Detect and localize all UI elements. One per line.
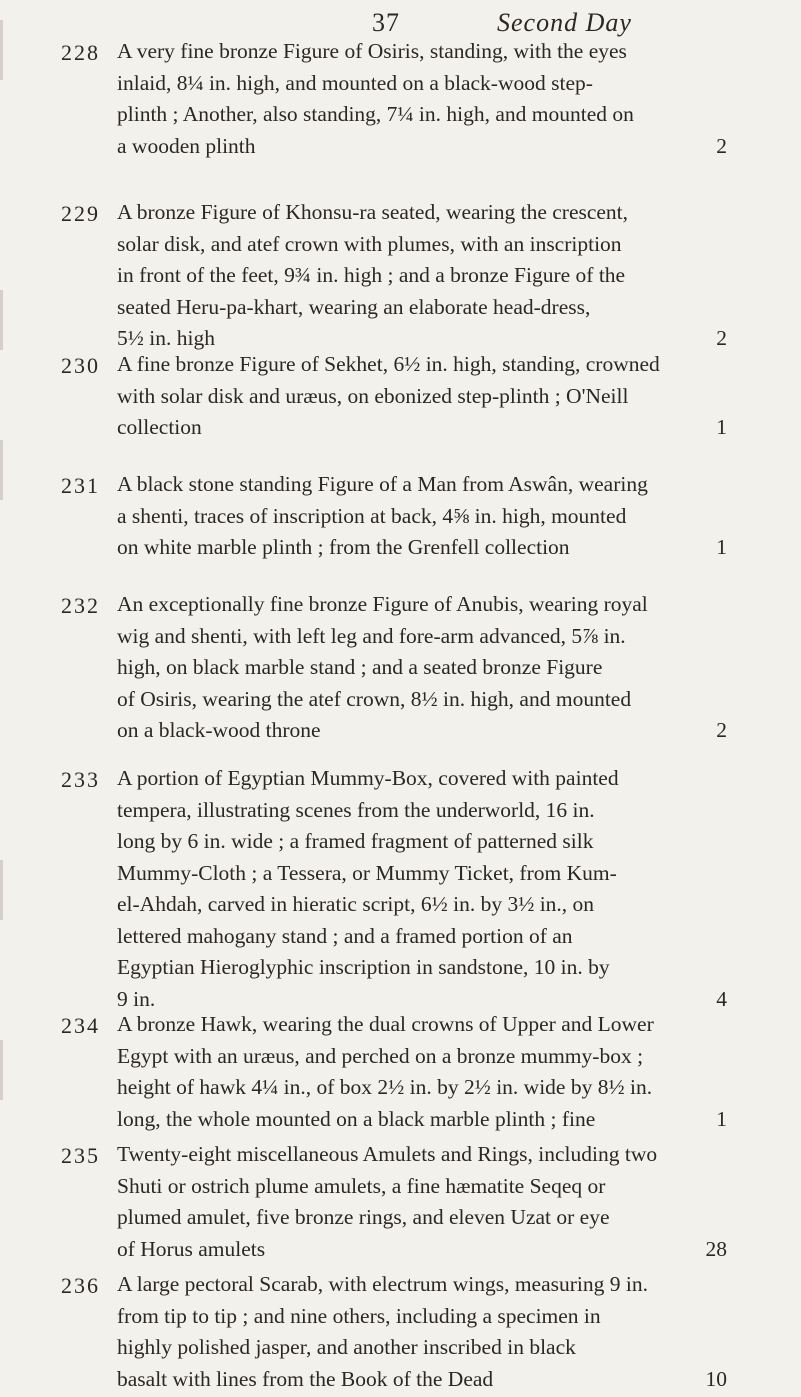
description-line: [117, 381, 727, 413]
description-line: [117, 532, 727, 564]
description-line-text: A bronze Hawk, wearing the dual crowns of Upper and Lower: [117, 1012, 654, 1036]
description-line: [117, 36, 727, 68]
description-line-text: wig and shenti, with left leg and fore-arm advanced, 5⅞ in.: [117, 623, 626, 648]
lot-description: [117, 1269, 727, 1395]
description-line-text: with solar disk and uræus, on ebonized step-plinth ; O'Neill: [117, 383, 629, 408]
description-line: [117, 1139, 727, 1171]
description-line-text: A bronze Figure of Khonsu-ra seated, wearing the crescent,: [117, 200, 629, 224]
description-line-text: solar disk, and atef crown with plumes, with an inscription: [117, 231, 622, 256]
description-line: [117, 621, 727, 653]
description-line: [117, 1041, 727, 1073]
description-line: [117, 952, 727, 984]
description-line-text: of Osiris, wearing the atef crown, 8½ in. high, and mounted: [117, 686, 632, 711]
description-line-text: basalt with lines from the Book of the Dead: [117, 1366, 494, 1391]
lot-quantity: 10: [705, 1366, 727, 1391]
description-line-text: on white marble plinth ; from the Grenfell collection: [117, 535, 570, 559]
description-line-text: a shenti, traces of inscription at back, 4⅝ in. high, mounted: [117, 503, 627, 528]
description-line: [117, 684, 727, 716]
description-line-text: long by 6 in. wide ; a framed fragment of patterned silk: [117, 829, 594, 853]
description-line-text: Egyptian Hieroglyphic inscription in sandstone, 10 in. by: [117, 955, 610, 979]
description-line-text: Shuti or ostrich plume amulets, a fine hæmatite Seqeq or: [117, 1173, 606, 1198]
lot-quantity: 1: [716, 1106, 727, 1131]
lot-number: 230: [61, 353, 100, 378]
description-line: [117, 1332, 727, 1364]
description-line-text: long, the whole mounted on a black marble plinth ; fine: [117, 1106, 596, 1131]
description-line: [117, 469, 727, 501]
description-line-text: el-Ahdah, carved in hieratic script, 6½ in. by 3½ in., on: [117, 892, 595, 916]
description-line-text: Mummy-Cloth ; a Tessera, or Mummy Ticket, from Kum-: [117, 860, 617, 885]
description-line: [117, 99, 727, 131]
day-title: Second Day: [497, 8, 632, 37]
description-line: [117, 68, 727, 100]
description-line-text: plumed amulet, five bronze rings, and eleven Uzat or eye: [117, 1205, 610, 1229]
lot-description: [117, 589, 727, 747]
description-line: [117, 1072, 727, 1104]
description-line: [117, 858, 727, 890]
lot-quantity: 2: [716, 718, 727, 742]
lot-number: 235: [61, 1143, 100, 1168]
lot-description: [117, 1139, 727, 1265]
lot-number: 228: [61, 40, 100, 65]
description-line-text: tempera, illustrating scenes from the underworld, 16 in.: [117, 797, 595, 822]
description-line: [117, 1269, 727, 1301]
description-line-text: An exceptionally fine bronze Figure of Anubis, wearing royal: [117, 592, 648, 616]
lot-number: 234: [61, 1013, 100, 1038]
lot-description: [117, 1009, 727, 1135]
description-line: [117, 260, 727, 292]
description-line: [117, 1009, 727, 1041]
binding-edge-mark: [0, 1040, 43, 1100]
lot-description: [117, 469, 727, 564]
description-line-text: height of hawk 4¼ in., of box 2½ in. by 2½ in. wide by 8½ in.: [117, 1075, 653, 1099]
description-line: [117, 826, 727, 858]
description-line-text: in front of the feet, 9¾ in. high ; and a bronze Figure of the: [117, 263, 626, 287]
binding-edge-mark: [0, 860, 43, 920]
description-line: [117, 292, 727, 324]
description-line-text: A portion of Egyptian Mummy-Box, covered with painted: [117, 766, 619, 790]
lot-quantity: 1: [716, 415, 727, 439]
description-line-text: A fine bronze Figure of Sekhet, 6½ in. high, standing, crowned: [117, 352, 660, 376]
description-line: [117, 501, 727, 533]
lot-quantity: 1: [716, 535, 727, 559]
lot-number: 231: [61, 473, 100, 498]
lot-number: 233: [61, 767, 100, 792]
description-line: [117, 1171, 727, 1203]
description-line-text: on a black-wood throne: [117, 718, 321, 742]
description-line: [117, 1364, 727, 1396]
description-line-text: inlaid, 8¼ in. high, and mounted on a black-wood step-: [117, 70, 593, 95]
description-line-text: A large pectoral Scarab, with electrum wings, measuring 9 in.: [117, 1272, 648, 1296]
lot-description: [117, 349, 727, 444]
binding-edge-mark: [0, 20, 43, 80]
binding-edge-mark: [0, 440, 43, 500]
description-line-text: lettered mahogany stand ; and a framed portion of an: [117, 923, 573, 948]
description-line-text: 5½ in. high: [117, 326, 215, 350]
description-line-text: A black stone standing Figure of a Man from Aswân, wearing: [117, 472, 648, 496]
lot-number: 229: [61, 201, 100, 226]
description-line-text: of Horus amulets: [117, 1236, 266, 1261]
description-line: [117, 197, 727, 229]
description-line-text: Egypt with an uræus, and perched on a bronze mummy-box ;: [117, 1043, 644, 1068]
lot-quantity: 2: [716, 133, 727, 158]
lot-description: [117, 763, 727, 1015]
lot-number: 236: [61, 1273, 100, 1298]
description-line: [117, 412, 727, 444]
description-line: [117, 1202, 727, 1234]
lot-description: [117, 197, 727, 355]
description-line-text: from tip to tip ; and nine others, including a specimen in: [117, 1303, 601, 1328]
description-line: [117, 1234, 727, 1266]
description-line: [117, 652, 727, 684]
lot-number: 232: [61, 593, 100, 618]
description-line: [117, 1301, 727, 1333]
description-line-text: A very fine bronze Figure of Osiris, standing, with the eyes: [117, 39, 627, 63]
description-line-text: highly polished jasper, and another inscribed in black: [117, 1335, 576, 1359]
description-line: [117, 763, 727, 795]
description-line-text: high, on black marble stand ; and a seated bronze Figure: [117, 655, 603, 679]
description-line: [117, 131, 727, 163]
description-line-text: seated Heru-pa-khart, wearing an elaborate head-dress,: [117, 294, 591, 319]
description-line-text: collection: [117, 415, 202, 439]
description-line: [117, 589, 727, 621]
lot-quantity: 28: [705, 1236, 727, 1261]
description-line: [117, 921, 727, 953]
description-line: [117, 795, 727, 827]
lot-quantity: 2: [716, 326, 727, 350]
description-line-text: Twenty-eight miscellaneous Amulets and Rings, including two: [117, 1142, 658, 1166]
description-line: [117, 1104, 727, 1136]
description-line: [117, 349, 727, 381]
description-line: [117, 889, 727, 921]
page-number: 37: [372, 8, 400, 37]
lot-description: [117, 36, 727, 162]
description-line-text: a wooden plinth: [117, 133, 256, 158]
lot-quantity: 4: [716, 986, 727, 1011]
description-line-text: 9 in.: [117, 986, 156, 1011]
description-line: [117, 229, 727, 261]
description-line-text: plinth ; Another, also standing, 7¼ in. high, and mounted on: [117, 102, 634, 126]
binding-edge-mark: [0, 290, 43, 350]
description-line: [117, 715, 727, 747]
